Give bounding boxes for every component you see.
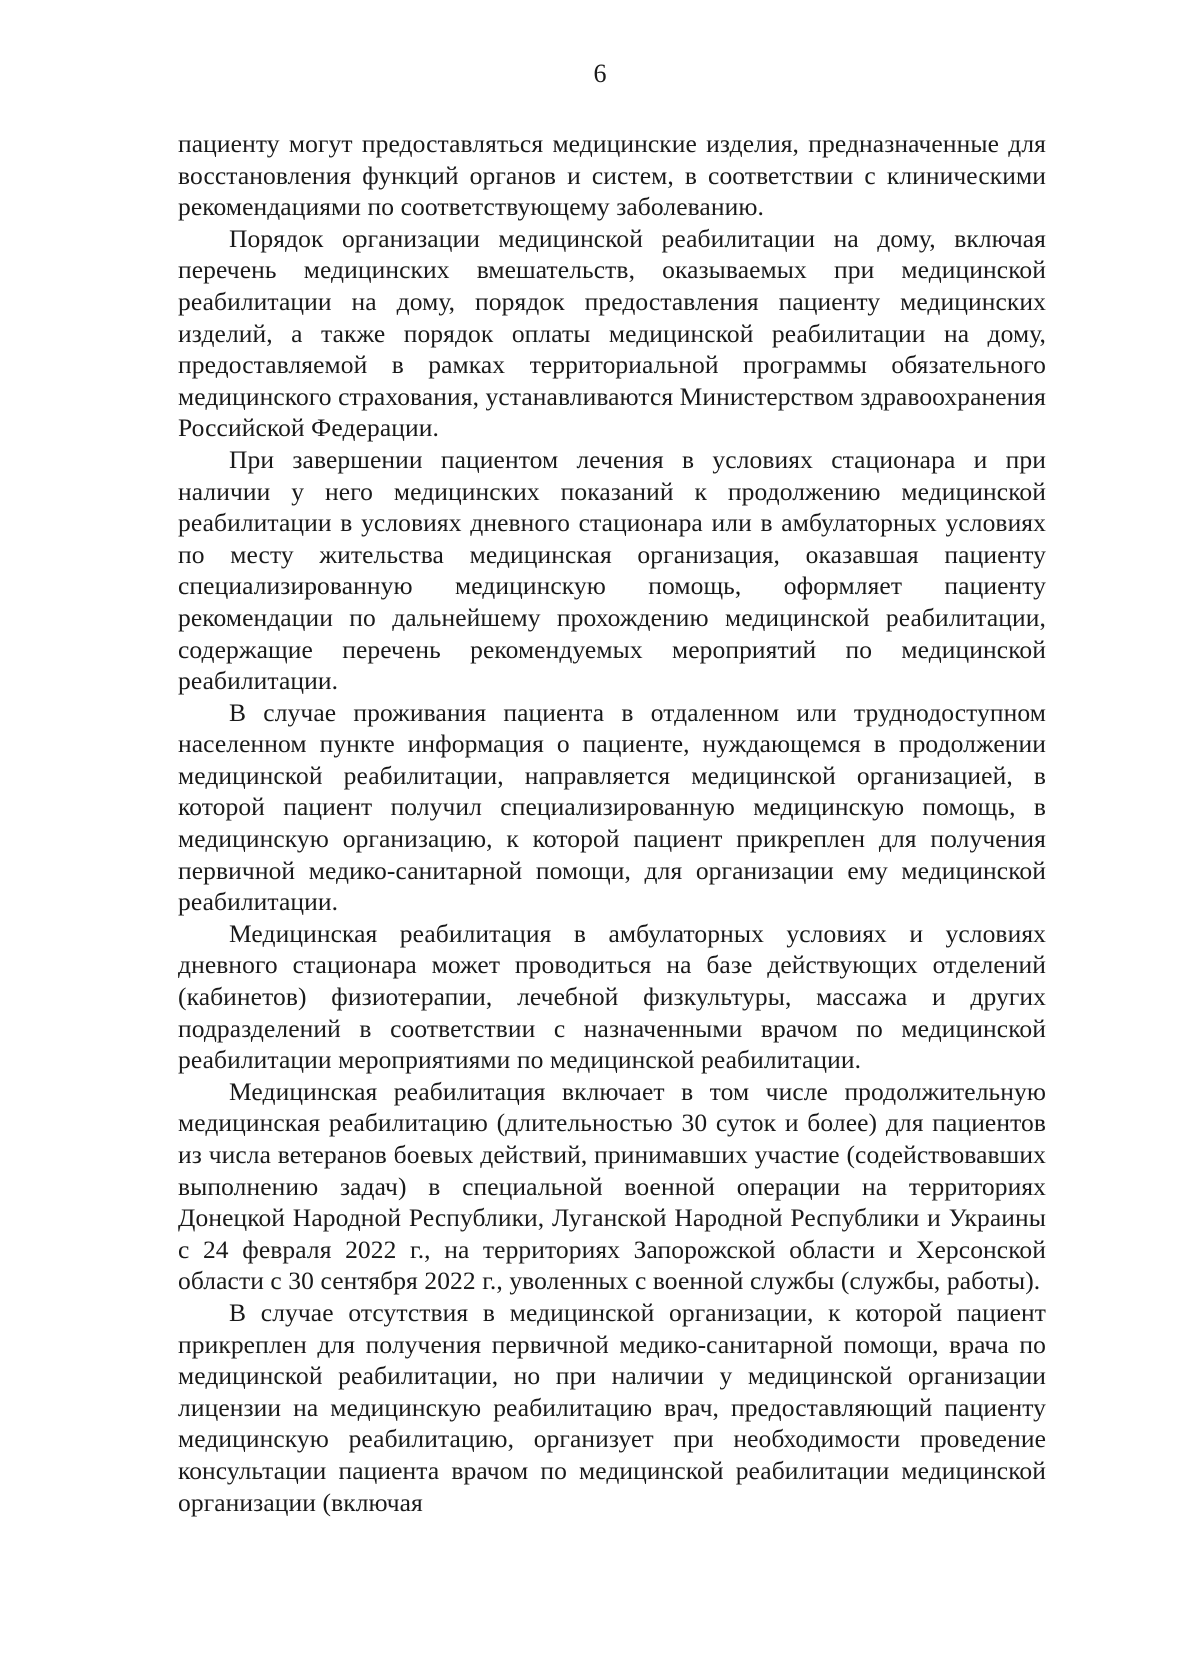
paragraph-2: Порядок организации медицинской реабилитации на дому, включая перечень медицинских вмешательств, оказываемых при медицинской реабилитации на дому, порядок предоставления пациенту медицинских изделий, а также порядок оплаты медицинской реабилитации на дому, предоставляемой в рамках территориальной программы обязательного медицинского страхования, устанавливаются Министерством здравоохранения Российской Федерации. <box>178 223 1046 443</box>
page-number: 6 <box>593 59 607 88</box>
paragraph-1: пациенту могут предоставляться медицинские изделия, предназначенные для восстановления функций органов и систем, в соответствии с клиническими рекомендациями по соответствующему заболеванию. <box>178 129 1046 222</box>
paragraph-3: При завершении пациентом лечения в условиях стационара и при наличии у него медицинских показаний к продолжению медицинской реабилитации в условиях дневного стационара или в амбулаторных условиях по месту жительства медицинская организация, оказавшая пациенту специализированную медицинскую помощь, оформляет пациенту рекомендации по дальнейшему прохождению медицинской реабилитации, содержащие перечень рекомендуемых мероприятий по медицинской реабилитации. <box>178 444 1046 696</box>
paragraph-6: Медицинская реабилитация включает в том числе продолжительную медицинская реабилитацию (длительностью 30 суток и более) для пациентов из числа ветеранов боевых действий, принимавших участие (содействовавших выполнению задач) в специальной военной операции на территориях Донецкой Народной Республики, Луганской Народной Республики и Украины с 24 февраля 2022 г., на территориях Запорожской области и Херсонской области с 30 сентября 2022 г., уволенных с военной службы (службы, работы). <box>178 1076 1046 1296</box>
document-body <box>178 128 1046 1518</box>
paragraph-5: Медицинская реабилитация в амбулаторных условиях и условиях дневного стационара может проводиться на базе действующих отделений (кабинетов) физиотерапии, лечебной физкультуры, массажа и других подразделений в соответствии с назначенными врачом по медицинской реабилитации мероприятиями по медицинской реабилитации. <box>178 918 1046 1075</box>
paragraph-7: В случае отсутствия в медицинской организации, к которой пациент прикреплен для получения первичной медико-санитарной помощи, врача по медицинской реабилитации, но при наличии у медицинской организации лицензии на медицинскую реабилитацию врач, предоставляющий пациенту медицинскую реабилитацию, организует при необходимости проведение консультации пациента врачом по медицинской реабилитации медицинской организации (включая <box>178 1297 1046 1517</box>
paragraph-4: В случае проживания пациента в отдаленном или труднодоступном населенном пункте информация о пациенте, нуждающемся в продолжении медицинской реабилитации, направляется медицинской организацией, в которой пациент получил специализированную медицинскую помощь, в медицинскую организацию, к которой пациент прикреплен для получения первичной медико-санитарной помощи, для организации ему медицинской реабилитации. <box>178 697 1046 917</box>
